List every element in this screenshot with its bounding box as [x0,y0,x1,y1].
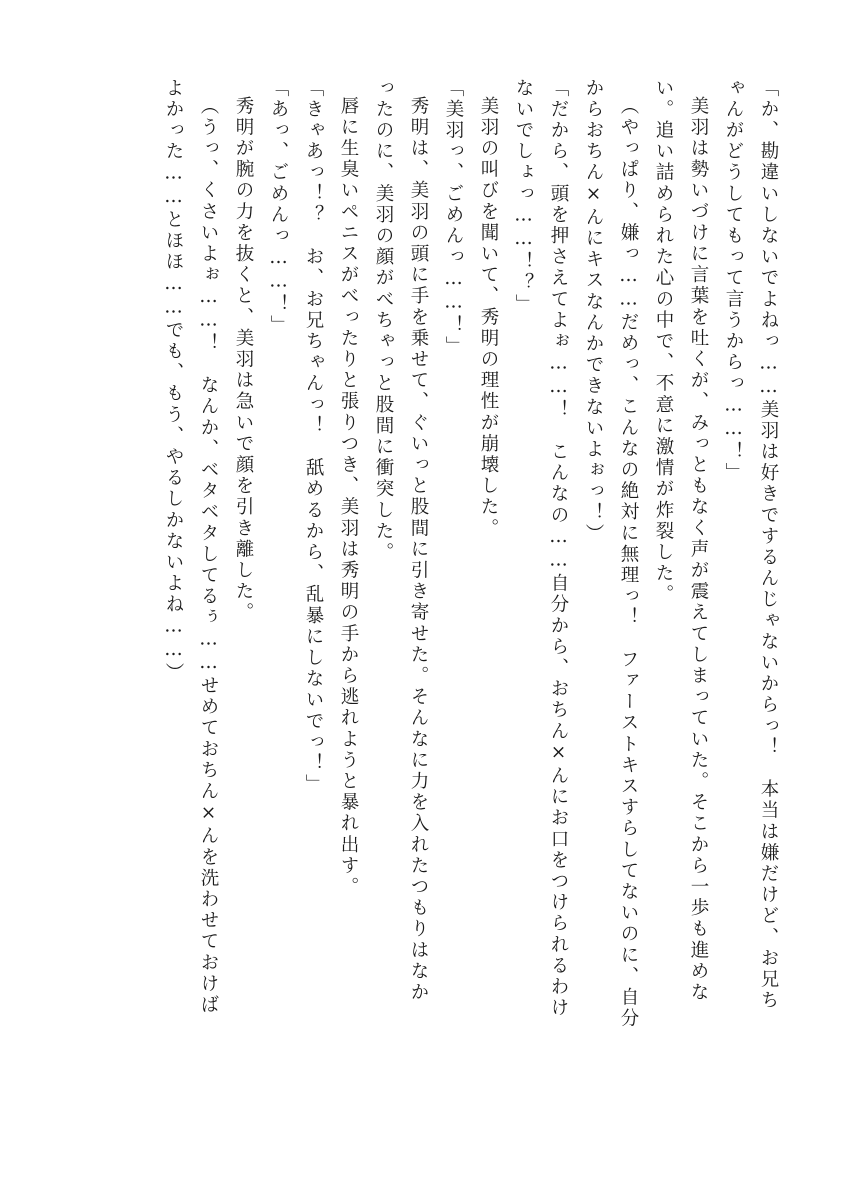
text-line: 秀明は、美羽の頭に手を乗せて、ぐいっと股間に引き寄せた。そんなに力を入れたつもりはなか [408,96,429,1004]
text-line: 美羽の叫びを聞いて、秀明の理性が崩壊した。 [478,96,499,540]
text-line: ゃんがどうしてもって言うからっ……！」 [723,78,744,484]
text-line: 「美羽っ、ごめんっ……！」 [443,78,464,358]
text-line: 「あっ、ごめんっ……！」 [268,78,289,337]
text-line: 唇に生臭いペニスがべったりと張りつき、美羽は秀明の手から逃れようと暴れ出す。 [338,96,359,898]
text-line: ないでしょっ……！？」 [513,78,534,316]
text-line: （うっ、くさいよぉ……！ なんか、ベタベタしてるぅ……せめておちん×んを洗わせておけば [198,96,219,1016]
text-line: 秀明が腕の力を抜くと、美羽は急いで顔を引き離した。 [233,96,254,624]
text-line: い。追い詰められた心の中で、不意に激情が炸裂した。 [653,78,674,606]
text-line: よかった……とほほ……でも、もう、やるしかないよね……） [163,78,184,684]
vertical-text-block [72,78,777,1112]
text-line: （やっぱり、嫌っ……だめっ、こんなの絶対に無理っ！ ファーストキスすらしてないのに、自分 [618,96,639,1030]
text-line: 「か、勘違いしないでよねっ……美羽は好きでするんじゃないからっ！ 本当は嫌だけど、お兄ち [758,78,779,1012]
text-line: 「だから、頭を押さえてよぉ……！ こんなの……自分から、おちん×んにお口をつけられるわけ [548,78,569,1019]
text-line: からおちん×んにキスなんかできないよぉっ！） [583,78,604,545]
text-line: 美羽は勢いづけに言葉を吐くが、みっともなく声が震えてしまっていた。そこから一歩も進めな [688,96,709,1004]
text-line: ったのに、美羽の顔がべちゃっと股間に衝突した。 [373,78,394,564]
text-line: 「きゃあっ！？ お、お兄ちゃんっ！ 舐めるから、乱暴にしないでっ！」 [303,78,324,796]
